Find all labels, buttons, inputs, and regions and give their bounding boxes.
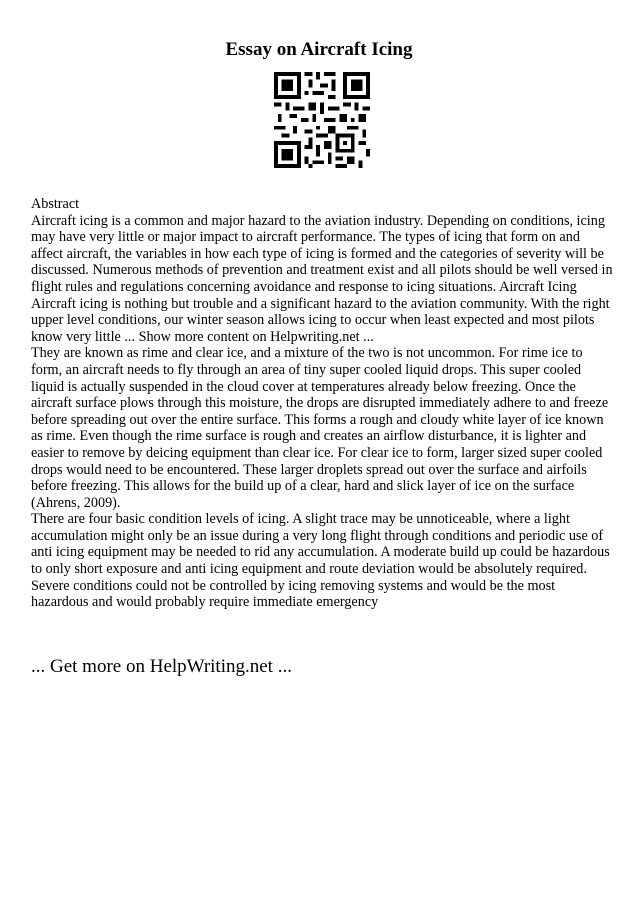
paragraph-abstract: Aircraft icing is a common and major hazard to the aviation industry. Depending on conditions, icing may have very little or major impact to aircraft performance. The types of icing that form on and affect aircraft, the variables in how each type of icing is formed and the categories of severity will be discussed. Numerous methods of prevention and treatment exist and all pilots should be well versed in flight rules and regulations concerning avoidance and response to icing situations. Aircraft Icing bbox=[31, 212, 613, 295]
get-more-link[interactable]: ... Get more on HelpWriting.net ... bbox=[31, 656, 292, 677]
paragraph-condition-levels: There are four basic condition levels of icing. A slight trace may be unnoticeable, where a light accumulation might only be an issue during a very long flight through conditions and periodic use of anti icing equipment may be needed to rid any accumulation. A moderate build up could be hazardous to only short exposure and anti icing equipment and route deviation would be absolutely required. Severe conditions could not be controlled by icing removing systems and would be the most hazardous and would probably require immediate emergency bbox=[31, 511, 610, 611]
document-title: Essay on Aircraft Icing bbox=[225, 39, 413, 60]
abstract-heading: Abstract bbox=[31, 196, 80, 212]
essay-body bbox=[31, 196, 613, 611]
qr-code-icon bbox=[274, 72, 370, 168]
paragraph-ice-types: They are known as rime and clear ice, and a mixture of the two is not uncommon. For rime ice to form, an aircraft needs to fly through an area of tiny super cooled liquid drops. This super cooled liquid is actually suspended in the cloud cover at temperatures already below freezing. Once the aircraft surface plows through this moisture, the drops are disrupted immediately adhere to and freeze before spreading out over the entire surface. This forms a rough and cloudy white layer of ice known as rime. Even though the rime surface is rough and creates an airflow disturbance, it is lighter and easier to remove by deicing equipment than clear ice. For clear ice to form, larger sized super cooled drops would need to be encountered. These larger droplets spread out over the surface and airfoils before freezing. This allows for the build up of a clear, hard and slick layer of ice on the surface (Ahrens, 2009). bbox=[31, 345, 609, 511]
paragraph-intro: Aircraft icing is nothing but trouble and a significant hazard to the aviation community. With the right upper level conditions, our winter season allows icing to occur when least expected and most pilots know very little ... Show more content on Helpwriting.net ... bbox=[31, 295, 610, 345]
